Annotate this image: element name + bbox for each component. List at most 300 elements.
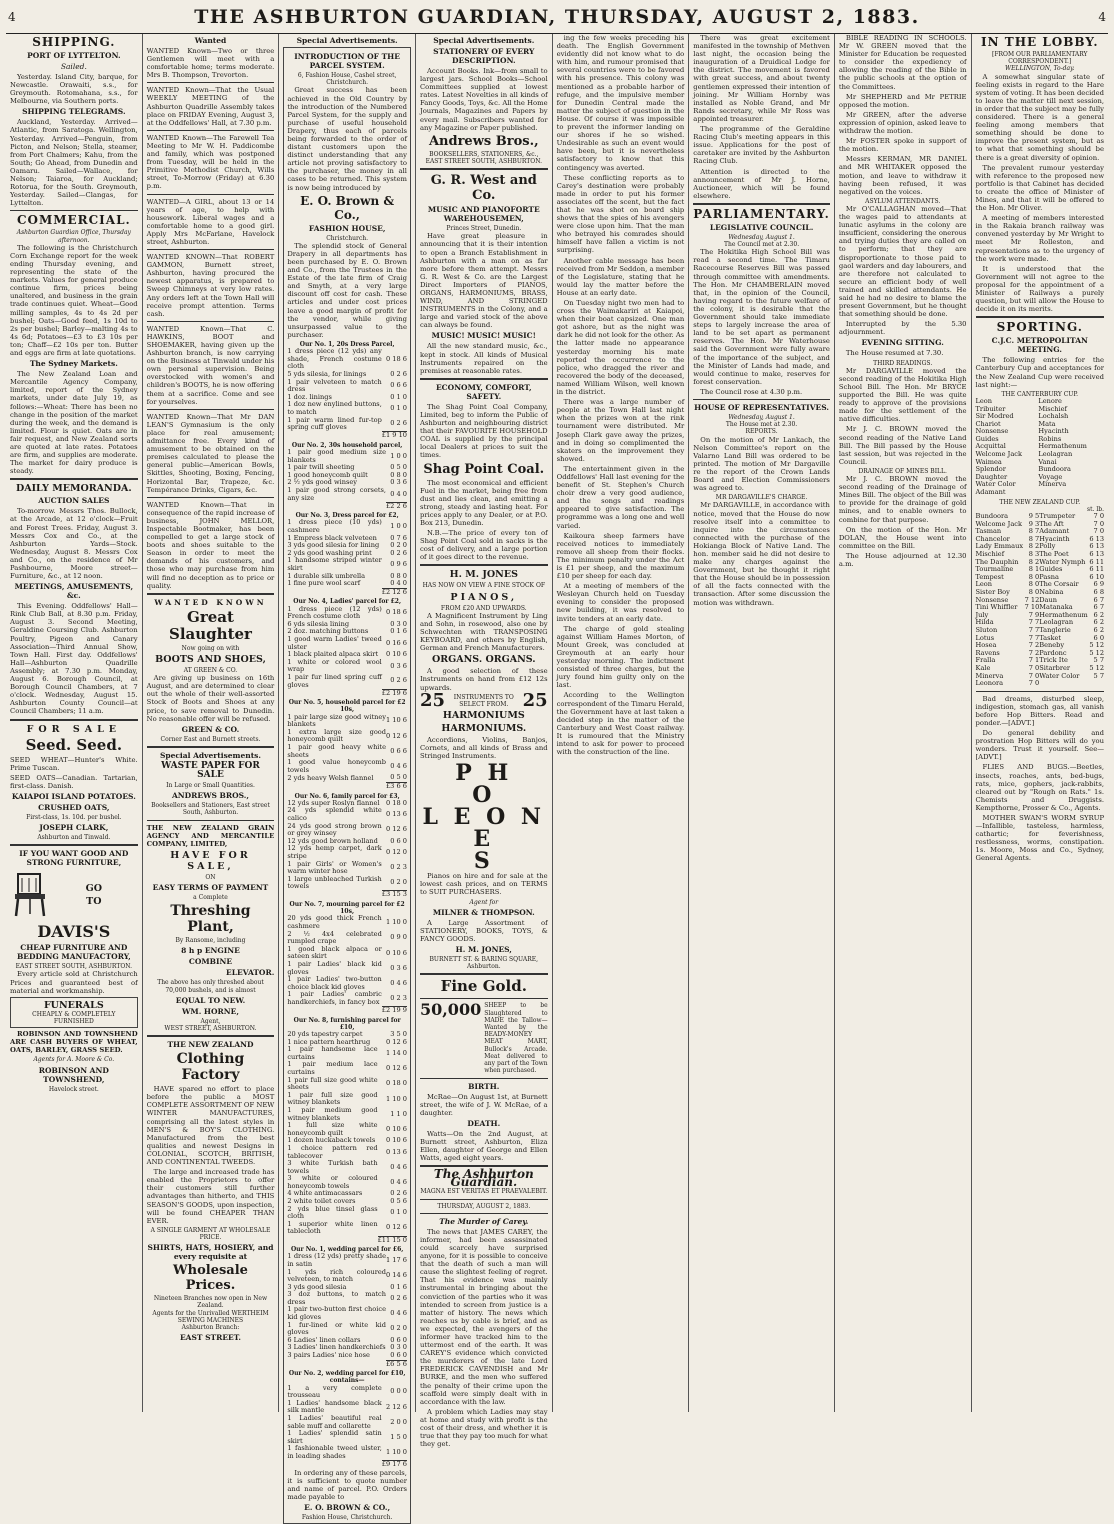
drainage-heading: DRAINAGE OF MINES BILL. xyxy=(858,467,947,475)
on-text: ON xyxy=(205,873,216,881)
masthead xyxy=(6,4,1108,34)
seed-oats: SEED OATS—Canadian. Tartarian, first-class. Danish. xyxy=(10,773,138,790)
parcel-item-row xyxy=(287,401,407,416)
horse-weight: 6 2 xyxy=(1093,625,1105,634)
parcel-item-price: 0 4 6 xyxy=(390,1178,407,1187)
waste-paper-sub: In Large or Small Quantities. xyxy=(166,781,255,789)
parcel-item-price: 0 18 6 xyxy=(385,608,407,617)
parcel-item-price: 0 3 6 xyxy=(390,478,407,487)
column-8 xyxy=(972,34,1109,1412)
horse-weight: 6 2 xyxy=(1093,618,1105,627)
jones-signature: H. M. JONES, xyxy=(455,945,512,955)
horse-name: The Corsair xyxy=(1039,580,1079,589)
council-adjourn: The Council rose at 4.30 p.m. xyxy=(700,387,803,396)
shag-point-note: N.B.—The price of every ton of Shag Point Coal sold in sacks is the cost of delivery, and a large portion of it goes direct to the revenue. xyxy=(419,529,548,562)
parcel-item-label: 1 white or colored wool wrap xyxy=(287,657,382,674)
parcel-item-row xyxy=(287,348,407,371)
parcel-item-price: 0 18 6 xyxy=(385,354,407,363)
horse-name: Adamant xyxy=(1039,527,1070,536)
milner-text: A Large Assortment of STATIONERY, BOOKS, TOYS, & FANCY GOODS. xyxy=(419,918,548,943)
parcel-item-label: 1 a very complete trousseau xyxy=(287,1383,382,1400)
divider xyxy=(976,316,1105,318)
divider xyxy=(147,249,275,250)
parcel-heading: Our No. 5, household parcel for £2 10s, xyxy=(288,699,406,714)
horse-weight: 7 2 xyxy=(1028,648,1040,657)
wanted-ad-5: WANTED KNOWN—That ROBERT GAMMON, Burnett street, Ashburton, having procured the newest apparatus, is prepared to Sweep Chimneys at very low rates. Any orders left at the Town Hall will receive prompt attention. Terms cash. xyxy=(146,253,275,318)
parcel-item-price: 0 4 0 xyxy=(390,579,407,588)
house-heading: HOUSE OF REPRESENTATIVES. xyxy=(694,402,829,412)
parcel-item-price: 0 10 6 xyxy=(385,650,407,659)
parcel-item-label: 1 Ladies' beautiful real sable muff and collarette xyxy=(287,1414,382,1430)
birth-heading: BIRTH. xyxy=(468,1081,500,1091)
parcel-table xyxy=(287,714,407,791)
nz-cup-weight-header: st. lb. xyxy=(1087,505,1105,513)
horse-name: Guides xyxy=(975,434,999,443)
parcel-item-label: 1 pair warm lined fur-top spring cuff gloves xyxy=(287,415,382,432)
article-text: The House adjourned at 12.30 a.m. xyxy=(838,551,967,569)
article-text: On the motion of the Hon. Mr DOLAN, the House went into committee on the Bill. xyxy=(838,525,967,550)
parcel-item-label: 2 doz. matching buttons xyxy=(287,627,369,636)
parcel-item-row xyxy=(287,487,407,502)
horse-weight: 8 7 xyxy=(1028,527,1040,536)
parcel-total: £3 15 3 xyxy=(381,890,407,899)
parcel-item-price: 0 2 0 xyxy=(390,878,407,887)
parcel-item-price: 1 0 0 xyxy=(390,522,407,531)
parcel-item-label: 1 pair twill sheeting xyxy=(287,463,355,472)
parcel-item-price: 0 0 0 xyxy=(390,1387,407,1396)
parcel-item-price: 0 2 6 xyxy=(390,1189,407,1198)
column-5 xyxy=(553,34,690,1412)
horse-weight: 8 3 xyxy=(1028,550,1040,558)
parcel-item-price: 0 4 6 xyxy=(390,761,407,770)
parcel-item-row xyxy=(287,674,407,689)
parcel-item-price: 0 9 6 xyxy=(390,560,407,569)
parcel-item-label: 20 yds good thick French cashmere xyxy=(287,914,382,930)
auction-text: To-morrow. Messrs Thos. Bullock, at the Arcade, at 12 o'clock—Fruit and Forest Trees. Friday, August 3. Messrs Cox and Co., at the Ashburton Yards—Stock. Wednesday, August 8. Messrs Cox and Co., on the residence of Mr Pashbourne, Moore street—Furniture, &c., at 12 noon. xyxy=(10,507,138,581)
horse-name: Bundoora xyxy=(1038,465,1071,474)
parcel-item-row xyxy=(287,823,407,838)
parcel-heading: Our No. 3, Dress parcel for £2, xyxy=(295,512,399,520)
parcel-item-row xyxy=(287,714,407,729)
horse-weight: 6 13 xyxy=(1089,550,1105,558)
davis-text: Every article sold at Christchurch Prices and guaranteed best of material and workmanship. xyxy=(10,970,138,995)
divider xyxy=(420,973,548,975)
horse-weight: 5 12 xyxy=(1089,641,1105,650)
divider xyxy=(10,844,138,846)
in-the-lobby-heading: IN THE LOBBY. xyxy=(981,35,1099,49)
parcel-item-price: 0 1 0 xyxy=(390,1208,407,1217)
column-3 xyxy=(279,34,416,1522)
article-text: Mr SHEPHERD and Mr PETRIE opposed the motion. xyxy=(838,92,967,109)
horse-weight: 7 0 xyxy=(1028,671,1040,680)
horse-weight: 7 0 xyxy=(1093,512,1105,521)
parcel-item-label: 1 good value honeycomb towels xyxy=(287,758,386,774)
parcel-heading: Our No. 2, wedding parcel for £10, contains— xyxy=(288,1370,406,1385)
horse-name: Guides xyxy=(1039,565,1063,574)
council-time: The Council met at 2.30. xyxy=(724,241,800,249)
divider xyxy=(420,998,548,999)
parcel-item-price: 0 1 0 xyxy=(390,392,407,401)
parcel-item-label: 3 yds good silesia for lining xyxy=(287,541,380,550)
parcel-item-price: 0 2 6 xyxy=(390,676,407,685)
horse-name: Leonora xyxy=(975,679,1004,688)
birth-text: McRae—On August 1st, at Burnett street, the wife of J. W. McRae, of a daughter. xyxy=(419,1092,548,1117)
canterbury-cup-heading: THE CANTERBURY CUP. xyxy=(1001,390,1079,398)
sydney-heading: The Sydney Markets. xyxy=(29,359,118,369)
threshing-plant: Threshing Plant, xyxy=(170,903,251,936)
slaughter-address: Corner East and Burnett streets. xyxy=(160,735,261,743)
parcel-item-label: 12 yds super Roslyn flannel xyxy=(287,798,380,807)
parcel-item-label: 3 white Turkish bath towels xyxy=(287,1159,378,1175)
parcel-item-label: 1 pair Ladies' cambric handkerchiefs, in fancy box xyxy=(287,990,382,1006)
lobby-text: It is understood that the Government will not agree to the proposal for the appointment of a Minister of Railways a purely question, but will allow the House to decide it on its merits. xyxy=(975,264,1105,314)
chair-illustration xyxy=(10,872,50,918)
horse-name: Hosea xyxy=(975,641,997,650)
parcel-system-address: 6, Fashion House, Cashel street, Christchurch. xyxy=(297,72,397,87)
horse-name: Bundoora xyxy=(975,512,1009,521)
parcel-item-row xyxy=(287,1092,407,1107)
parcel-item-row xyxy=(287,1385,407,1400)
for-sale-heading: FOR SALE xyxy=(26,723,122,735)
parcel-heading: Our No. 1, 20s Dress Parcel, xyxy=(299,340,395,348)
parcel-item-label: 1 doz. linings xyxy=(287,392,332,401)
horse-name: Voyage xyxy=(1038,472,1063,481)
horse-name: Acquittal xyxy=(975,442,1006,451)
divider xyxy=(420,1199,548,1200)
elevator: ELEVATOR. xyxy=(226,968,275,978)
horse-name: Tini Whiffler xyxy=(975,603,1018,612)
parcel-item-price: 1 10 0 xyxy=(385,918,407,927)
article-text: Mr J. C. BROWN moved the second reading of the Drainage of Mines Bill. The object of the Bill was to provide for the drainage of gold mines, and to enable owners to combine for that purpose. xyxy=(838,475,967,524)
funerals-ad xyxy=(10,997,138,1028)
article-text: Another cable message has been received from Mr Seddon, a member of the Legislature, stating that he would lay the matter before the House at an early date. xyxy=(556,256,685,297)
parcel-signature: E. O. BROWN & CO., xyxy=(304,1503,391,1513)
horse-name: Leolagran xyxy=(1039,618,1074,627)
parcel-item-price: 0 10 6 xyxy=(385,1124,407,1133)
cup-entry-row xyxy=(976,489,1105,497)
parcel-list xyxy=(287,341,407,1469)
parcel-item-label: 1 pair good strong corsets, any size xyxy=(287,485,386,502)
have-for-sale: HAVE FOR SALE, xyxy=(170,849,251,872)
horse-weight: 6 2 xyxy=(1093,610,1105,619)
parcel-item-label: 1 good warm Ladies' tweed ulster xyxy=(287,634,382,651)
grwest-text-2: All the new standard music, &c., kept in stock. All kinds of Musical Instruments repaired on the premises at reasonable rates. xyxy=(419,342,548,375)
columns xyxy=(6,34,1108,1522)
column-4 xyxy=(416,34,553,1449)
kaiapoi-potatoes: KAIAPOI ISLAND POTATOES. xyxy=(11,791,136,801)
sheep-number: 50,000 xyxy=(419,1000,482,1020)
parcel-item-row xyxy=(287,946,407,961)
parcel-item-row xyxy=(287,845,407,860)
article-text: ing the few weeks preceding his death. The English Government evidently did not know what to do with him, and rumour promised that several countries were to be favored with his presence. This colony was mentioned as a probable harbor of refuge, and the impulsive member for Dunedin Central made the matter the subject of question in the House. Of course it was impossible to prevent the informer landing on our shores if he so wished. Undesirable as such an event would have been, but it is nevertheless satisfactory to know that this contingency was averted. xyxy=(556,34,685,172)
horse-name: Mischief xyxy=(975,550,1005,558)
horse-weight: 7 0 xyxy=(1093,527,1105,536)
bushels-text: 70,000 bushels, and is almost xyxy=(165,986,256,994)
divider xyxy=(147,194,275,195)
house-time: The House met at 2.30. xyxy=(725,421,798,429)
horse-weight: 6 13 xyxy=(1089,534,1105,543)
horse-name: Sluton xyxy=(975,625,998,634)
special-heading: Special Advertisements. xyxy=(159,750,262,760)
instruments-text: INSTRUMENTS TO SELECT FROM. xyxy=(453,693,514,708)
slaughter-sub: Now going on with xyxy=(181,644,240,652)
shag-point-text: The most economical and efficient Fuel in the market, being free from dust and lies clean, and emitting a strong, steady and lasting heat. For prices apply to any Dealer, or at P.O. Box 213, Dunedin. xyxy=(419,478,548,527)
nz-cup-heading: THE NEW ZEALAND CUP. xyxy=(999,498,1081,506)
eo-brown-heading: E. O. Brown & Co., xyxy=(300,193,395,222)
parcel-item-price: 1 10 0 xyxy=(385,1447,407,1456)
parcel-item-price: 2 0 0 xyxy=(390,1417,407,1426)
horse-weight: 7 0 xyxy=(1093,519,1105,528)
council-text: The Hokitika High School Bill was read a second time. The Timaru Racecourse Reserves Bill was passed through committee with amendments. The Hon. Mr CHAMBERLAIN moved that, in the opinion of the Council, having regard to the future welfare of the colony, it is desirable that the Government should take immediate steps to largely increase the area of land to be set apart as permanent reserves. The Hon. Mr Waterhouse said the Government were fully aware of the importance of the subject, and the Minister of Lands had made, and would continue to make, reserves for forest conservation. xyxy=(693,248,830,386)
special-heading: Special Advertisements. xyxy=(433,36,535,45)
parcel-item-row xyxy=(287,1061,407,1076)
horse-weight: 6 13 xyxy=(1089,542,1105,551)
article-text: Attention is directed to the announcement of Mr J. Horne, Auctioneer, which will be found elsewhere. xyxy=(693,167,830,200)
furniture-ad-art xyxy=(10,869,138,921)
parcel-item-price: 0 2 0 xyxy=(390,541,407,550)
parcel-item-label: 4 white antimacassars xyxy=(287,1189,363,1198)
parcel-item-label: 1 fine pure wool scarf xyxy=(287,579,361,588)
telegrams-text: Auckland, Yesterday. Arrived—Atlantic, from Saratoga. Wellington, Yesterday. Arrived—Penguin, from Picton, and Nelson; Stella, steamer, from Port Chalmers; Kahu, from the South; Go Ahead, from Dunedin and Oamaru. Sailed—Wallace, for Nelson; Taiaroa, for Auckland; Rotorua, for the South. Greymouth, Yesterday. Sailed—Clangas, for Lyttelton. xyxy=(10,118,138,208)
meetings-heading: MEETINGS, AMUSEMENTS, &c. xyxy=(14,582,134,601)
reports-heading: REPORTS. xyxy=(745,428,778,436)
parcel-item-label: 1 pair Ladies' black kid gloves xyxy=(287,959,382,976)
horse-name xyxy=(1039,680,1089,688)
commercial-sub: Ashburton Guardian Office, Thursday afternoon. xyxy=(16,229,131,244)
parcel-item-price: 0 7 6 xyxy=(390,533,407,542)
canterbury-cup-table xyxy=(976,398,1105,497)
horse-name: Adamant xyxy=(975,488,1006,497)
horse-name: Nabina xyxy=(1039,587,1064,596)
article-text: On Tuesday night two men had to cross the Waimakariri at Kaiapoi, when their boat capsized. One man got ashore, but as the night was dark he did not look for the other. As the latter made no appearance yesterday morning his mate reported the occurrence to the police, who dragged the river and recovered the body of the deceased, named William Wilson, well known in the district. xyxy=(556,299,685,397)
threshed-text: The above has only threshed about xyxy=(157,979,264,987)
parcel-item-price: 0 3 0 xyxy=(390,1343,407,1352)
funerals-heading: FUNERALS xyxy=(43,999,104,1011)
organs-heading: ORGANS. ORGANS. xyxy=(431,654,536,666)
organs-text: A good selection of these Instruments on hand from £12 12s upwards. xyxy=(419,667,548,692)
parliamentary-heading: PARLIAMENTARY. xyxy=(693,206,830,221)
horse-name: Hyacinth xyxy=(1039,534,1070,543)
horse-weight: 6 8 xyxy=(1093,587,1105,596)
parcel-system-ad xyxy=(283,47,411,1524)
article-text: Messrs KERMAN, MR DANIEL and MR WHITAKER opposed the motion, and leave to withdraw it having been refused, it was negatived on the voices. xyxy=(838,155,967,196)
horse-name: Leon xyxy=(975,396,993,405)
economy-text: The Shag Point Coal Company, Limited, beg to inform the Public of Ashburton and neighbouring district that their FAVOURITE HOUSEHOLD COAL is supplied by the principal local Dealers at prices to suit the times. xyxy=(419,402,548,460)
parcel-item-row xyxy=(287,1221,407,1236)
slaughter-signature: GREEN & CO. xyxy=(181,724,240,734)
parcel-item-label: 1 pair good medium size blankets xyxy=(287,447,386,464)
parcel-item-row xyxy=(287,1430,407,1445)
equal-to-new: EQUAL TO NEW. xyxy=(175,995,246,1005)
lobby-text: The prevalent rumour yesterday with reference to the proposed new portfolio is that Cabinet has decided to create the office of Minister of Mines, and that it will be offered to the Hon. Mr Oliver. xyxy=(975,163,1105,213)
parcel-item-row xyxy=(287,744,407,759)
horse-name: Leon xyxy=(975,580,993,589)
christchurch: Christchurch. xyxy=(326,234,369,242)
clothing-text-2: The large and increased trade has enabled the Proprietors to offer their customers still further advantages than hitherto, and THIS SEASON'S GOODS, upon inspection, will be found CHEAPER THAN EVER. xyxy=(146,1168,275,1225)
divider xyxy=(976,691,1105,692)
piano-letters-3: L E O N E xyxy=(422,804,546,853)
parcel-item-label: 3 white or coloured honeycomb towels xyxy=(287,1174,378,1190)
horse-name: Lenore xyxy=(1038,396,1062,405)
divider xyxy=(147,321,275,322)
parcel-item-price: 0 18 0 xyxy=(385,798,407,807)
parcel-item-row xyxy=(287,807,407,822)
parcel-item-price: 0 4 6 xyxy=(390,1162,407,1171)
horse-name: Hilda xyxy=(975,618,994,627)
horse-name: Lotus xyxy=(975,633,995,642)
house-text: On the motion of Mr Lankach, the Nelson Committee's report on the Valarno Land Bill was ordered to be printed. The motion of Mr Dargaville re the report of the Crown Lands Board and Election Commissioners was agreed to. xyxy=(693,435,830,493)
parcel-item-price: 1 5 0 xyxy=(390,1433,407,1441)
article-text: There was a large number of people at the Town Hall last night when the prizes won at the rink tournament were distributed. Mr Joseph Clark gave away the prizes, and in doing so complimented the skaters on the improvement they showed. xyxy=(556,398,685,463)
divider xyxy=(420,378,548,380)
divider xyxy=(147,593,275,595)
horse-weight: 6 11 xyxy=(1089,565,1105,574)
harmoniums-2: HARMONIUMS. xyxy=(441,723,527,735)
parcel-item-row xyxy=(287,1400,407,1415)
robinson-address: Havelock street. xyxy=(48,1085,99,1093)
parcel-heading: Our No. 4, Ladies' parcel for £2, xyxy=(293,598,402,606)
horse-weight: 8 0 xyxy=(1028,580,1040,589)
horse-name: Tasman xyxy=(975,527,1002,536)
horse-name: Hyacinth xyxy=(1038,427,1069,436)
horse-name: Pardonc xyxy=(1039,648,1067,657)
parcel-item-label: 3 doz buttons, to match dress xyxy=(287,1290,386,1306)
parcel-item-label: 2 ½ yds good winsey xyxy=(287,478,358,487)
parcel-item-row xyxy=(287,519,407,534)
article-text: At a meeting of members of the Wesleyan Church held on Tuesday evening to consider the proposed new building, it was resolved to invite tenders at an early date. xyxy=(556,582,685,623)
parcel-item-price: 0 12 6 xyxy=(385,1037,407,1046)
horne-signature: WM. HORNE, xyxy=(181,1006,239,1016)
parcel-item-label: 1 pair full size good witney blankets xyxy=(287,1090,378,1107)
horse-weight: 8 7 xyxy=(1028,534,1040,543)
parcel-item-label: 1 good honeycomb quilt xyxy=(287,470,368,479)
horse-weight: 6 10 xyxy=(1089,572,1105,581)
parcel-item-price: 0 6 0 xyxy=(390,1335,407,1344)
wanted-ad-3: WANTED Known—The Farewell Tea Meeting to Mr W. H. Paddicombe and family, which was postponed from Tuesday, will be held in the Primitive Methodist Church, Wills street, To-Morrow (Friday) at 6.30 p.m. xyxy=(146,133,275,191)
parcel-heading: Our No. 7, mourning parcel for £2 10s, xyxy=(289,900,405,916)
clothing-text: HAVE spared no effort to place before the public a MOST COMPLETE ASSORTMENT OF NEW WINTER MANUFACTURES, comprising all the latest styles in MEN'S & BOY'S CLOTHING. Manufactured from the best qualities and newest Designs in COLONIAL, SCOTCH, BRITISH, AND CONTINENTAL TWEEDS. xyxy=(146,1085,275,1167)
divider xyxy=(147,820,275,821)
horse-name: Vanai xyxy=(1038,457,1057,466)
jones-address: BURNETT ST. & BARING SQUARE, Ashburton. xyxy=(429,956,539,971)
auction-heading: AUCTION SALES xyxy=(38,496,110,506)
third-readings-text: Mr DARGAVILLE moved the second reading of the Hokitika High School Bill. The Hon. Mr BRYCE supported the Bill. He was quite ready to approve of the provisions made for the settlement of the native difficulties. xyxy=(838,366,967,424)
pianos-heading: PIANOS, xyxy=(450,591,518,603)
horse-weight: 5 7 xyxy=(1093,671,1105,680)
horse-name: Matanaka xyxy=(1039,603,1073,612)
parcel-item-row xyxy=(287,606,407,621)
parcel-item-label: 12 yds hemp carpet, dark stripe xyxy=(287,844,382,860)
port-heading: PORT OF LYTTELTON. xyxy=(27,51,121,60)
grwest-music: MUSIC! MUSIC! MUSIC! xyxy=(431,331,536,341)
parcel-item-price: 0 1 0 xyxy=(390,404,407,413)
article-text: Kaikoura sheep farmers have received notices to immediately remove all sheep from their flocks. The minimum penalty under the Act is £1 per sheep, and the maximum £10 per sheep for each day. xyxy=(556,531,685,581)
crushed-oats-price: First-class, 1s. 10d. per bushel. xyxy=(26,813,122,821)
milner-thompson: MILNER & THOMPSON. xyxy=(432,907,535,917)
shirts-hats: SHIRTS, HATS, HOSIERY, and every requisite at xyxy=(147,1243,274,1262)
divider xyxy=(147,1035,275,1037)
horse-weight: 7 9 xyxy=(1028,610,1040,619)
parcel-item-row xyxy=(287,379,407,394)
slaughter-heading: Great Slaughter xyxy=(169,607,252,643)
parcel-item-label: 1 pair medium good witney blankets xyxy=(287,1105,378,1122)
davis-heading: DAVIS'S xyxy=(37,922,111,942)
go-text: GO xyxy=(85,883,103,895)
newspaper-title: THE ASHBURTON GUARDIAN, THURSDAY, AUGUST 2, 1883. xyxy=(194,6,920,28)
telegrams-heading: SHIPPING TELEGRAMS. xyxy=(22,107,126,117)
to-text: TO xyxy=(86,896,102,908)
horse-weight: 7 2 xyxy=(1028,641,1040,650)
shipping-heading: SHIPPING. xyxy=(32,35,116,49)
parcel-item-price: 1 1 0 xyxy=(390,1109,407,1118)
parcel-item-row xyxy=(287,861,407,876)
cjc-heading: C.J.C. METROPOLITAN MEETING. xyxy=(991,336,1088,355)
parcel-item-label: 1 good black alpaca or sateen skirt xyxy=(287,944,382,961)
murder-heading: The Murder of Carey. xyxy=(439,1216,529,1226)
parcel-item-row xyxy=(287,1206,407,1221)
horse-name: Tempest xyxy=(975,572,1004,581)
in-the-lobby-date: WELLINGTON, To-day. xyxy=(1004,65,1075,73)
parcel-item-label: 2 ½ 4x4 celebrated rumpled crape xyxy=(287,929,382,946)
lobby-text: A meeting of members interested in the Rakaia branch railway was convened yesterday by Mr Wright to meet Mr Rolleston, and representations as to the urgency of the work were made. xyxy=(975,214,1105,263)
parcel-item-label: 24 yds good strong brown or grey winsey xyxy=(287,821,382,838)
sailed-heading: Sailed. xyxy=(60,62,87,71)
horse-name: Tanglerie xyxy=(1039,625,1071,634)
horse-name: Mata xyxy=(1038,419,1056,428)
horse-weight: 7 10 xyxy=(1024,603,1040,612)
parcel-item-label: 1 pair good heavy white sheets xyxy=(287,742,386,759)
parcel-item-price: 0 2 3 xyxy=(390,993,407,1002)
davis-address: EAST STREET SOUTH, ASHBURTON. xyxy=(15,963,133,971)
robinson-text: ROBINSON AND TOWNSHEND ARE CASH BUYERS OF WHEAT, OATS, BARLEY, GRASS SEED. xyxy=(10,1030,138,1055)
parcel-total: £2 19 6 xyxy=(381,688,407,697)
parcel-item-row xyxy=(287,1322,407,1337)
parcel-item-price: 3 5 0 xyxy=(390,1030,407,1038)
horse-name: The Aft xyxy=(1039,519,1064,528)
horse-name: Tasket xyxy=(1039,633,1062,642)
parcel-total: £2 12 6 xyxy=(381,587,407,596)
horse-name: Robins xyxy=(1038,434,1062,443)
in-the-lobby-sub: [FROM OUR PARLIAMENTARY CORRESPONDENT.] xyxy=(992,51,1088,66)
parcel-heading: Our No. 8, furnishing parcel for £10, xyxy=(293,1016,401,1031)
parcel-item-price: 0 4 6 xyxy=(390,978,407,987)
parcel-table xyxy=(287,519,407,596)
parcel-item-row xyxy=(287,1077,407,1092)
parcel-table xyxy=(287,1031,407,1244)
evening-sitting-heading: EVENING SITTING. xyxy=(861,338,944,348)
seed-wheat: SEED WHEAT—Hunter's White. Prime Tuscan. xyxy=(10,755,138,772)
divider xyxy=(147,82,275,83)
sydney-text: The New Zealand Loan and Mercantile Agency Company, limited, report of the Sydney markets, under date July 19, as follows:—Wheat: There has been no change in the position of the market during the week, and the demand is limited. Flour is quiet. Oats are in fair request, and New Zealand sorts are quoted at late rates. Potatoes are firm, and supplies are moderate. The market for dairy produce is steady. xyxy=(10,370,138,476)
article-text: The charge of gold stealing against William Hames Morton, of Mount Greek, was concluded at Greymouth at an early hour yesterday morning. The indictment consisted of three charges, but the jury found him guilty only on the last. xyxy=(556,624,685,690)
parcel-item-row xyxy=(287,1160,407,1175)
meetings-text: This Evening. Oddfellows' Hall—Rink Club Ball, at 8.30 p.m. Friday, August 3. Second Meeting, Geraldine Coursing Club. Ashburton Poultry, Pigeon and Canary Association—Third Annual Show, Town Hall. First day. Oddfellows' Hall—Ashburton Quadrille Assembly; at 7.30 p.m. Monday, August 6. Borough Council, at Borough Council Chambers, at 7 o'clock. Wednesday, August 15. Ashburton County Council—at Council Chambers; 11 a.m. xyxy=(10,602,138,716)
parcel-total: £6 5 6 xyxy=(385,1359,407,1368)
article-text: Mr O'CALLAGHAN moved—That the wages paid to attendants at lunatic asylums in the colony are insufficient, considering the onerous and trying duties they are called on to perform; that they are disproportionate to those paid to gaol warders and day labourers, and are therefore not calculated to secure an efficient body of well trained and skilled attendants. He said he had no desire to blame the present Government, but he thought that something should be done. xyxy=(838,204,967,319)
parcel-item-label: 1 pair Ladies' two-button choice black kid gloves xyxy=(287,975,382,991)
parcel-item-label: 24 yds splendid white calico xyxy=(287,806,382,822)
number-25-left: 25 xyxy=(419,689,446,711)
article-text: There was great excitement manifested in the township of Methven last night, the occasion being the inauguration of a Druidical Lodge for the district. The movement is favored with great success, and about twenty gentlemen expressed their intention of joining. Mr William Hornby was installed as Noble Grand, and Mr Rands secretary, while Mr Ross was appointed treasurer. xyxy=(693,34,830,123)
waste-paper-signature: ANDREWS BROS., xyxy=(171,791,250,801)
horse-weight: 6 9 xyxy=(1093,580,1105,589)
horse-name: Trumpeter xyxy=(1039,512,1076,521)
advt-text: FLIES AND BUGS.—Beetles, insects, roaches, ants, bed-bugs, rats, mice, gophers, jack-rabbits, cleared out by "Rough on Rats." 1s. Chemists and Druggists. Kempthorne, Prosser & Co., Agents. xyxy=(975,763,1105,812)
parcel-item-price: 0 8 0 xyxy=(390,470,407,479)
horse-weight: 5 12 xyxy=(1089,663,1105,672)
grwest-address: Princes Street, Dunedin. xyxy=(446,225,522,233)
andrews-heading: Andrews Bros., xyxy=(428,133,539,149)
